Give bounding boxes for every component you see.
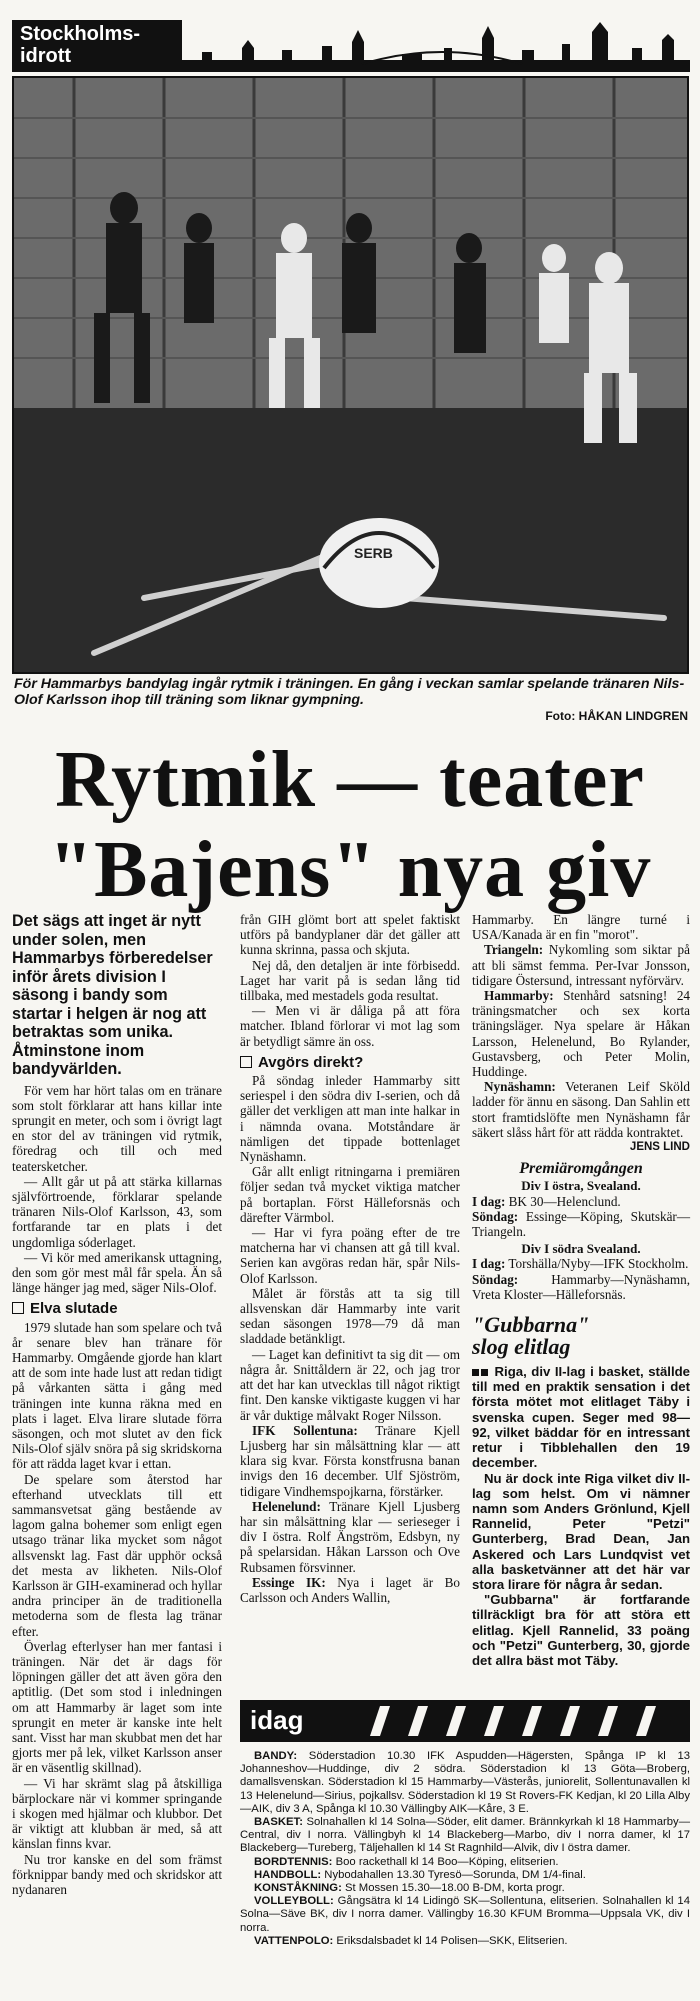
idag-item-sport: BASKET: <box>254 1816 307 1829</box>
division-heading: Div I östra, Svealand. <box>521 1178 641 1194</box>
headline <box>0 735 700 915</box>
idag-item-text: Solnahallen kl 14 Solna—Söder, elit damer. Brännkyrkah kl 18 Hammarby—Central, div I norra. Vällingbyh kl 14 Blackeberg—Marbo, div I norra damer, kl 17 Blackeberg—Tureberg, Täljehallen kl 14 St Ragnhild—Alvik, div I östra damer. <box>240 1816 690 1855</box>
headline-line-1: Rytmik — teater <box>55 736 645 824</box>
idag-item-sport: HANDBOLL: <box>254 1868 325 1881</box>
paragraph: Överlag efterlyser han mer fantasi i träningen. När det är dags för löpningen gäller det att även göra den aptitlig. (Det som stod i inledningen om att Hammarby är laget som inte sprungit en meter är kanske inte helt sant. Visst har man skubbat men det har gjorts mer på lek, vilket Karlsson anser är en väsentlig skillnad). <box>12 1638 222 1776</box>
idag-item-text: Boo rackethall kl 14 Boo—Köping, elitserien. <box>335 1855 559 1868</box>
lead-paragraph: Det sägs att inget är nytt under solen, men Hammarbys förberedelser inför årets division I säsong i bandy som startar i helgen är nog att betraktas som unika. Åtminstone inom bandyvärlden. <box>12 912 213 1078</box>
team-note: IFK Sollentuna: Tränare Kjell Ljusberg har sin målsättning klar — att klara sig kvar. Första konstfrusna banan invigs den 16 december. Ulf Sjöström, tidigare Vindhemspojkarna, förstärker. <box>240 1422 460 1499</box>
gubbarna-lead: Riga, div II-lag i basket, ställde till med en praktik sensation i det första mötet mot elitlaget Täby i svenska cupen. Seger med 98—92, vilket bäddar för en intressant retur i Tibblehallen den 19 december. <box>472 1364 690 1471</box>
paragraph: Målet är förstås att ta sig till allsvenskan där Hammarby inte varit sedan säsongen 1978—79 då man sladdade betänkligt. <box>240 1285 460 1347</box>
idag-item-text: St Mossen 15.30—18.00 B-DM, korta progr. <box>345 1882 565 1895</box>
paragraph: Nu är dock inte Riga vilket div II-lag som helst. Om vi nämner namn som Anders Grönlund, Kjell Rannelid, Peter "Petzi" Gunterberg, Brad Dean, Jan Askered och Lars Lundqvist vet alla basketvänner att det här var stora lirare för några år sedan. <box>472 1470 690 1592</box>
paragraph: — Vi kör med amerikansk uttagning, den som gör mest mål får spela. Än så länge hänger jag med, säger Nils-Olof. <box>12 1249 222 1296</box>
idag-item-sport: BORDTENNIS: <box>254 1855 336 1868</box>
paragraph: — Men vi är dåliga på att föra matcher. Ibland förlorar vi mot lag som är betydligt sämre än oss. <box>240 1003 460 1049</box>
idag-item-text: Eriksdalsbadet kl 14 Polisen—SKK, Elitserien. <box>336 1934 568 1947</box>
idag-item-sport: VOLLEYBOLL: <box>254 1895 338 1908</box>
checkbox-square-icon <box>240 1056 252 1068</box>
fixture-line: I dag: BK 30—Helenclund. <box>472 1193 621 1209</box>
idag-item <box>240 1895 690 1935</box>
helmet-text: SERB <box>354 545 393 561</box>
idag-listing <box>240 1750 690 1948</box>
paragraph: "Gubbarna" är fortfarande tillräckligt bra för att störa ett elitlag. Kjell Rannelid, 33 poäng och "Petzi" Gunterberg, 30, gjorde det allra bäst mot Täby. <box>472 1592 690 1668</box>
paragraph: Nej då, den detaljen är inte förbisedd. Laget har varit på is sedan lång tid tillbaka, med mestadels goda resultat. <box>240 957 460 1004</box>
section-header <box>12 20 690 72</box>
paragraph: Hammarby. En längre turné i USA/Kanada är en fin "morot". <box>472 912 690 943</box>
fixture-line: Söndag: Hammarby—Nynäshamn, Vreta Kloster—Hälleforsnäs. <box>472 1271 690 1302</box>
article-column-2 <box>240 912 460 1605</box>
article-column-1 <box>12 912 222 1897</box>
paragraph: från GIH glömt bort att spelet faktiskt utförs på bandyplaner där det gäller att kunna skrinna, passa och skjuta. <box>240 912 460 958</box>
photo-caption: För Hammarbys bandylag ingår rytmik i träningen. En gång i veckan samlar spelande tränaren Nils-Olof Karlsson ihop till träning som liknar gympning. <box>14 676 685 708</box>
checkbox-square-icon <box>12 1302 24 1314</box>
bullet-icon <box>472 1369 479 1376</box>
division-heading: Div I södra Svealand. <box>521 1241 641 1257</box>
gubbarna-headline: "Gubbarna" slog elitlag <box>472 1312 590 1360</box>
headline-line-2: "Bajens" nya giv <box>48 826 652 914</box>
idag-label: idag <box>250 1705 304 1735</box>
team-note: Hammarby: Stenhård satsning! 24 träningsmatcher och sex korta träningsläger. Nya spelare är Håkan Larsson, Helenelund, Bo Rylander, Gustavsberg, och Peter Molin, Huddinge. <box>472 988 691 1080</box>
idag-item-text: Söderstadion 10.30 IFK Aspudden—Hägersten, Spånga IP kl 13 Johanneshov—Huddinge, div 2 södra. Söderstadion kl 13 Göta—Broberg, damallsvenskan. Söderstadion kl 15 Hammarby—Västerås, juniorelit, Sollentunavallen kl 13 Helenelund—Sirius, pojkallsv. Söderstadion kl 19 St Rovers-FK Kedjan, kl 20 Lilla Alby—AIK, div 3 A, Spånga kl 10.30 Vällingby AIK—Kåre, 3 E. <box>240 1750 691 1815</box>
idag-item-sport: BANDY: <box>254 1750 309 1762</box>
idag-item <box>240 1869 690 1882</box>
training-photo <box>12 76 689 674</box>
fixture-line: Söndag: Essinge—Köping, Skutskär—Triangeln. <box>472 1208 691 1240</box>
idag-item <box>240 1882 690 1895</box>
idag-item-sport: VATTENPOLO: <box>254 1934 337 1947</box>
section-label: Stockholms-idrott <box>12 20 182 72</box>
idag-item-text: Nybodahallen 13.30 Tyresö—Sorunda, DM 1/4-final. <box>324 1868 586 1881</box>
bullet-icon <box>481 1369 488 1376</box>
paragraph: De spelare som återstod har efterhand utvecklats till ett sammansvetsat gäng bestående av lagom galna bohemer som enligt egen utsago tränar lika mycket som något allsvenskt lag. Fast där upphör också det mesta av likheten. Nils-Olof Karlsson är GIH-examinerad och hyllar andra principer än de traditionella metoderna som de flesta lag tränar efter. <box>12 1471 222 1639</box>
idag-item <box>240 1816 690 1856</box>
team-exercise-photo <box>14 78 687 672</box>
idag-item <box>240 1750 690 1816</box>
paragraph: För vem har hört talas om en tränare som stolt förklarar att hans killar inte sprungit en meter, och som i övrigt lagt en stor del av träningen vid rytmik, föredrag och till och med teatersketcher. <box>12 1082 222 1174</box>
photo-credit: Foto: HÅKAN LINDGREN <box>545 709 688 723</box>
paragraph: — Allt går ut på att stärka killarnas självförtroende, förklarar spelande tränaren Nils-Olof Karlsson, 43, som fortfarande tar en plats i det ungdomliga sóderlaget. <box>12 1173 222 1250</box>
idag-item-text: Gångsätra kl 14 Lidingö SK—Sollentuna, elitserien. Solnahallen kl 14 Solna—Säve BK, div I norra damer. Vällingby 16.30 KFUM Bromma—Uppsala VK, div I norra. <box>240 1895 691 1934</box>
paragraph: — Laget kan definitivt ta sig dit — om några år. Snittåldern är 22, och jag tror att det har kan utvecklas till något riktigt fint. Den kanske viktigaste kuggen vi har är vår duktige målvakt Roger Nilsson. <box>240 1346 460 1423</box>
team-note: Helenelund: Tränare Kjell Ljusberg har sin målsättning klar — serieseger i div I östra. Rolf Ängström, Edsbyn, ny på spelarsidan. Håkan Larsson och Ove Rubsamen försvinner. <box>240 1498 460 1575</box>
fixture-line: I dag: Torshälla/Nyby—IFK Stockholm. <box>472 1256 689 1272</box>
paragraph: 1979 slutade han som spelare och två år senare blev han tränare för Hammarby. Omgående gjorde han klart att de som inte hade lust att redan tidigt på vårkanten sätta i gång med träningen inte kunna räkna med en plats i laget. Elva lirare slutade förra säsongen, och mot slutet av den fick Nils-Olof själv snöra på sig skridskorna för att rädda laget kvar i ettan. <box>12 1319 222 1472</box>
byline: JENS LIND <box>629 1141 690 1154</box>
article-column-3 <box>472 912 690 1668</box>
paragraph: — Har vi fyra poäng efter de tre matcherna har vi chansen att gå till kval. Serien kan avgöras redan här, spår Nils-Olof Karlsson. <box>240 1225 460 1286</box>
subheading: Avgörs direkt? <box>240 1055 460 1070</box>
stockholm-skyline-illustration <box>182 20 690 72</box>
idag-item-sport: KONSTÅKNING: <box>254 1882 345 1895</box>
paragraph: Nu tror kanske en del som främst förknippar bandy med och skridskor att nydanaren <box>12 1851 222 1898</box>
idag-item <box>240 1935 690 1948</box>
idag-banner <box>240 1700 690 1742</box>
subheading: Elva slutade <box>12 1301 222 1316</box>
premiere-heading: Premiäromgången <box>519 1160 643 1178</box>
paragraph: Går allt enligt ritningarna i premiären följer sedan två mycket viktiga matcher på bortaplan. Först Hälleforsnäs och därefter Värmbol. <box>240 1164 460 1225</box>
team-note: Triangeln: Nykomling som siktar på att bli sämst femma. Per-Ivar Jonsson, tidigare Östersund, intressant nyförvärv. <box>472 942 691 988</box>
paragraph: — Vi har skrämt slag på åtskilliga bärplockare när vi kommer springande i skogen med hjälmar och klubbor. Det är viktigt att klubban är med, så att känslan finns kvar. <box>12 1775 222 1852</box>
team-note: Essinge IK: Nya i laget är Bo Carlsson och Anders Wallin, <box>240 1574 460 1605</box>
slash-decoration-icon <box>240 1700 690 1742</box>
team-note: Nynäshamn: Veteranen Leif Sköld ladder för ännu en säsong. Dan Sahlin ett stort framtidslöfte men Nynäshamn får säkert slåss hårt för att rädda kontraktet. <box>472 1079 691 1140</box>
paragraph: På söndag inleder Hammarby sitt seriespel i den södra div I-serien, och då gäller det verkligen att man inte halkar in i nämnda ovana. Motståndare är nämligen det tippade bottenlaget Nynäshamn. <box>240 1073 460 1165</box>
idag-item <box>240 1856 690 1869</box>
